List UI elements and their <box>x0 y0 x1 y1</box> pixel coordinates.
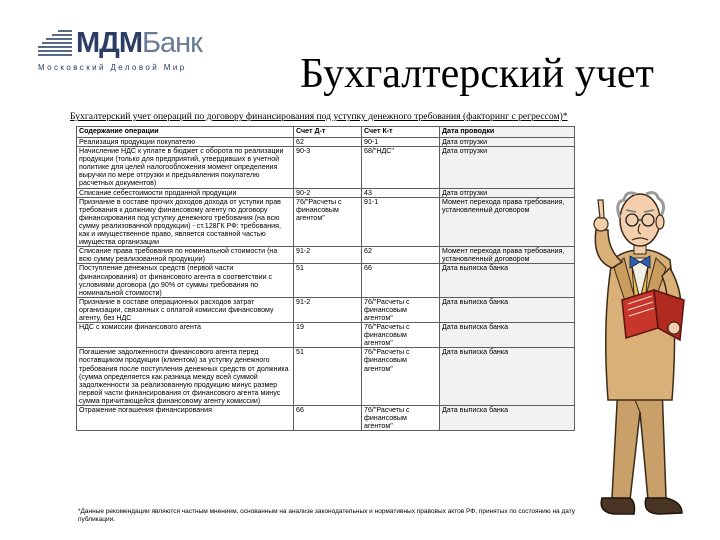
date-cell: Дата выписка банка <box>440 323 575 348</box>
operation-cell: Погашение задолженности финансового агента перед поставщиком продукции (клиентом) за уступку денежного требования после поступления денежных средств от должника (сумма определяется как разница между всей суммой задолженности за реализованную продукцию минус размер первой части финансирования от финансового агента минус сумма причитающейся финансовому агенту комиссии) <box>77 348 294 406</box>
column-header-debit: Счет Д-т <box>294 127 362 138</box>
date-cell: Дата отгрузки <box>440 147 575 188</box>
credit-cell: 90-1 <box>362 138 440 147</box>
logo-stripes-icon <box>38 30 72 58</box>
footnote: *Данные рекомендации являются частным мнением, основанным на анализе законодательных и нормативных правовых актов РФ, принятых по состоянию на дату публикации. <box>78 508 576 523</box>
table-row <box>77 188 575 197</box>
accounting-entries-table <box>76 126 575 431</box>
column-header-operation: Содержание операции <box>77 127 294 138</box>
operation-cell: НДС с комиссии финансового агента <box>77 323 294 348</box>
operation-cell: Списание права требования по номинальной стоимости (на всю сумму реализованной продукции) <box>77 247 294 264</box>
date-cell: Дата отгрузки <box>440 138 575 147</box>
column-header-credit: Счет К-т <box>362 127 440 138</box>
debit-cell: 76/"Расчеты с финансовым агентом" <box>294 197 362 247</box>
credit-cell: 66 <box>362 264 440 297</box>
debit-cell: 19 <box>294 323 362 348</box>
bank-logo <box>38 26 202 76</box>
column-header-date: Дата проводки <box>440 127 575 138</box>
operation-cell: Списание себестоимости проданной продукции <box>77 188 294 197</box>
table-row <box>77 323 575 348</box>
table-row <box>77 147 575 188</box>
credit-cell: 68/"НДС" <box>362 147 440 188</box>
operation-cell: Реализация продукции покупателю <box>77 138 294 147</box>
page-subtitle: Бухгалтерский учет операций по договору финансирования под уступку денежного требования (факторинг с регрессом)* <box>70 111 568 122</box>
professor-reading-book-illustration <box>578 150 706 530</box>
table-header-row <box>77 127 575 138</box>
credit-cell: 76/"Расчеты с финансовым агентом" <box>362 348 440 406</box>
date-cell: Дата выписка банка <box>440 264 575 297</box>
table-row <box>77 348 575 406</box>
credit-cell: 76/"Расчеты с финансовым агентом" <box>362 297 440 322</box>
credit-cell: 76/"Расчеты с финансовым агентом" <box>362 406 440 431</box>
table-body <box>77 138 575 431</box>
table-row <box>77 138 575 147</box>
operation-cell: Признание в составе прочих доходов дохода от уступки прав требования к должнику финансовому агенту по договору финансирования под уступку денежного требования (на всю сумму реализованной продукции) - ст.128ГК РФ: требования, как и имущественное право, является составной частью имущества организации <box>77 197 294 247</box>
accounting-table-container <box>76 126 578 528</box>
table-row <box>77 264 575 297</box>
table-row <box>77 406 575 431</box>
page-title: Бухгалтерский учет <box>300 51 654 97</box>
debit-cell: 51 <box>294 348 362 406</box>
debit-cell: 91-2 <box>294 297 362 322</box>
table-row <box>77 247 575 264</box>
debit-cell: 66 <box>294 406 362 431</box>
logo-name: МДМБанк <box>76 27 202 59</box>
operation-cell: Поступление денежных средств (первой части финансирования) от финансового агента в соответствии с условиями договора (до 90% от суммы требования по номинальной стоимости) <box>77 264 294 297</box>
debit-cell: 51 <box>294 264 362 297</box>
date-cell: Дата отгрузки <box>440 188 575 197</box>
date-cell: Дата выписка банка <box>440 406 575 431</box>
date-cell: Момент перехода права требования, установленный договором <box>440 247 575 264</box>
debit-cell: 90-2 <box>294 188 362 197</box>
operation-cell: Признание в составе операционных расходов затрат организации, связанных с оплатой комиссии финансовому агенту, без НДС <box>77 297 294 322</box>
debit-cell: 90-3 <box>294 147 362 188</box>
credit-cell: 76/"Расчеты с финансовым агентом" <box>362 323 440 348</box>
credit-cell: 91-1 <box>362 197 440 247</box>
date-cell: Дата выписка банка <box>440 297 575 322</box>
logo-tagline: Московский Деловой Мир <box>38 63 187 72</box>
table-row <box>77 197 575 247</box>
debit-cell: 62 <box>294 138 362 147</box>
debit-cell: 91-2 <box>294 247 362 264</box>
operation-cell: Начисление НДС к уплате в бюджет с оборота по реализации продукции (только для предприятий, утвердивших в учетной политике для целей налогообложения момент определения выручки по мере отгрузки и предъявления покупателю расчетных документов) <box>77 147 294 188</box>
operation-cell: Отражение погашения финансирования <box>77 406 294 431</box>
date-cell: Момент перехода права требования, установленный договором <box>440 197 575 247</box>
credit-cell: 62 <box>362 247 440 264</box>
table-row <box>77 297 575 322</box>
credit-cell: 43 <box>362 188 440 197</box>
date-cell: Дата выписка банка <box>440 348 575 406</box>
